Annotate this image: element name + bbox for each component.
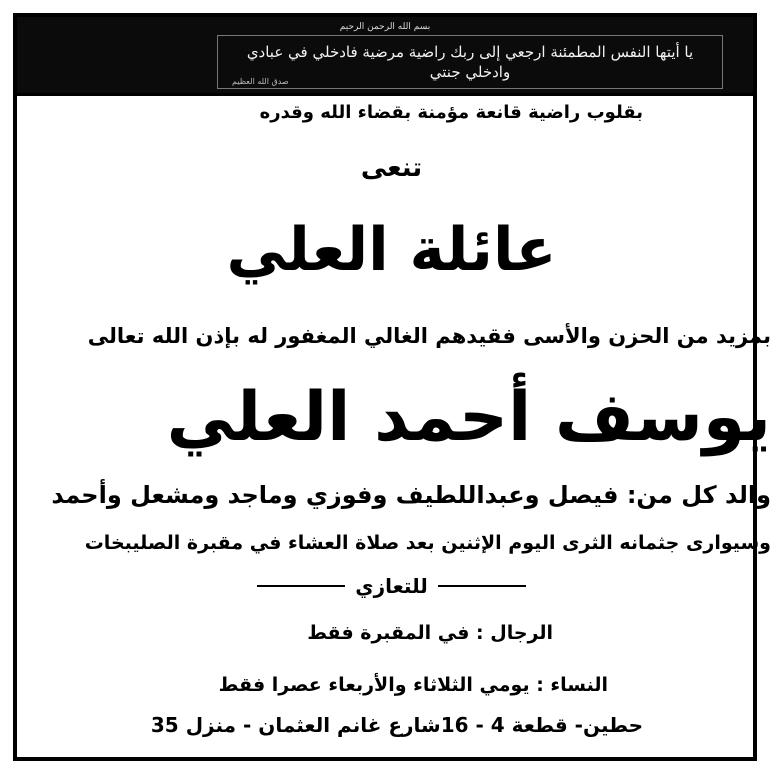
divider-left xyxy=(438,585,526,587)
grief-line: بمزيد من الحزن والأسى فقيدهم الغالي المغفور له بإذن الله تعالى xyxy=(87,324,771,348)
family-name: عائلة العلي xyxy=(226,215,557,285)
burial-line: وسيوارى جثمانه الثرى اليوم الإثنين بعد صلاة العشاء في مقبرة الصليبخات xyxy=(84,532,771,554)
sons-line: والد كل من: فيصل وعبداللطيف وفوزي وماجد ومشعل وأحمد xyxy=(51,481,771,509)
basmala: بسم الله الرحمن الرحيم xyxy=(339,22,431,32)
opening-line: بقلوب راضية قانعة مؤمنة بقضاء الله وقدره xyxy=(259,102,643,123)
deceased-name: يوسف أحمد العلي xyxy=(166,378,771,457)
address-line: حطين- قطعة 4 - 16شارع غانم العثمان - منزل 35 xyxy=(150,713,643,737)
condolences-heading xyxy=(20,574,763,598)
men-condolences: الرجال : في المقبرة فقط xyxy=(307,622,553,644)
quran-verse-calligraphy: يا أيتها النفس المطمئنة ارجعي إلى ربك راضية مرضية فادخلي في عبادي وادخلي جنتي xyxy=(217,35,723,89)
verse-reference: صدق الله العظيم xyxy=(232,77,289,86)
calligraphy-banner xyxy=(17,17,753,96)
mourns-heading: تنعى xyxy=(360,153,423,183)
condolences-label: للتعازي xyxy=(355,574,428,598)
divider-right xyxy=(257,585,345,587)
women-condolences: النساء : يومي الثلاثاء والأربعاء عصرا فقط xyxy=(218,674,608,696)
